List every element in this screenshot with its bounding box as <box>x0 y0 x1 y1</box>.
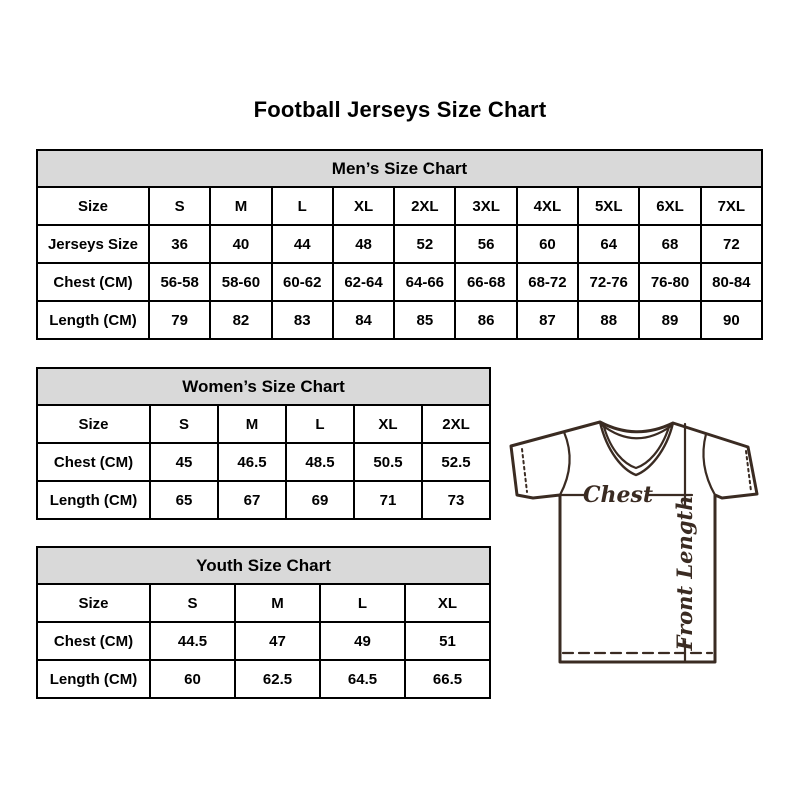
mens-value-cell: 86 <box>455 301 516 339</box>
youth-value-cell: 62.5 <box>235 660 320 698</box>
womens-value-cell: 48.5 <box>286 443 354 481</box>
mens-value-cell: 58-60 <box>210 263 271 301</box>
table-row <box>37 187 762 225</box>
womens-row-label: Chest (CM) <box>37 443 150 481</box>
mens-value-cell: 66-68 <box>455 263 516 301</box>
mens-value-cell: 40 <box>210 225 271 263</box>
mens-size-table <box>36 149 763 340</box>
womens-value-cell: 46.5 <box>218 443 286 481</box>
womens-value-cell: L <box>286 405 354 443</box>
mens-row-label: Jerseys Size <box>37 225 149 263</box>
youth-row-label: Size <box>37 584 150 622</box>
youth-value-cell: 51 <box>405 622 490 660</box>
womens-value-cell: M <box>218 405 286 443</box>
table-row <box>37 481 490 519</box>
mens-value-cell: XL <box>333 187 394 225</box>
mens-value-cell: 80-84 <box>701 263 762 301</box>
womens-value-cell: 50.5 <box>354 443 422 481</box>
jersey-outline-icon <box>511 422 757 662</box>
mens-value-cell: 52 <box>394 225 455 263</box>
table-row <box>37 225 762 263</box>
womens-value-cell: 65 <box>150 481 218 519</box>
youth-row-label: Chest (CM) <box>37 622 150 660</box>
youth-value-cell: 47 <box>235 622 320 660</box>
mens-value-cell: 7XL <box>701 187 762 225</box>
mens-value-cell: 36 <box>149 225 210 263</box>
mens-value-cell: 76-80 <box>639 263 700 301</box>
youth-value-cell: 64.5 <box>320 660 405 698</box>
mens-value-cell: 60-62 <box>272 263 333 301</box>
womens-value-cell: 69 <box>286 481 354 519</box>
mens-value-cell: 87 <box>517 301 578 339</box>
mens-value-cell: 60 <box>517 225 578 263</box>
womens-value-cell: 71 <box>354 481 422 519</box>
mens-value-cell: 72 <box>701 225 762 263</box>
mens-value-cell: L <box>272 187 333 225</box>
mens-value-cell: 82 <box>210 301 271 339</box>
mens-value-cell: S <box>149 187 210 225</box>
youth-value-cell: 44.5 <box>150 622 235 660</box>
youth-row-label: Length (CM) <box>37 660 150 698</box>
mens-row-label: Size <box>37 187 149 225</box>
right-sleeve-seam-icon <box>703 434 715 495</box>
youth-value-cell: M <box>235 584 320 622</box>
mens-value-cell: 68 <box>639 225 700 263</box>
womens-value-cell: 67 <box>218 481 286 519</box>
mens-value-cell: 56 <box>455 225 516 263</box>
mens-value-cell: 84 <box>333 301 394 339</box>
front-length-label: Front Length <box>672 495 697 651</box>
mens-value-cell: 56-58 <box>149 263 210 301</box>
table-row <box>37 660 490 698</box>
mens-value-cell: 6XL <box>639 187 700 225</box>
womens-value-cell: 2XL <box>422 405 490 443</box>
mens-value-cell: 64-66 <box>394 263 455 301</box>
youth-value-cell: XL <box>405 584 490 622</box>
youth-section-row <box>37 547 490 584</box>
womens-size-table <box>36 367 491 520</box>
chest-label: Chest <box>582 482 654 508</box>
youth-value-cell: L <box>320 584 405 622</box>
womens-section-header: Women’s Size Chart <box>37 368 490 405</box>
table-row <box>37 301 762 339</box>
mens-section-row <box>37 150 762 187</box>
mens-value-cell: 3XL <box>455 187 516 225</box>
mens-value-cell: 48 <box>333 225 394 263</box>
mens-value-cell: 62-64 <box>333 263 394 301</box>
youth-size-table <box>36 546 491 699</box>
page-title: Football Jerseys Size Chart <box>253 97 547 122</box>
womens-value-cell: S <box>150 405 218 443</box>
womens-row-label: Size <box>37 405 150 443</box>
jersey-measurement-diagram <box>500 413 778 673</box>
mens-row-label: Length (CM) <box>37 301 149 339</box>
mens-value-cell: 2XL <box>394 187 455 225</box>
mens-value-cell: 89 <box>639 301 700 339</box>
mens-value-cell: 64 <box>578 225 639 263</box>
left-sleeve-seam-icon <box>560 432 570 495</box>
table-row <box>37 405 490 443</box>
table-row <box>37 443 490 481</box>
mens-value-cell: 83 <box>272 301 333 339</box>
mens-value-cell: 72-76 <box>578 263 639 301</box>
womens-value-cell: 73 <box>422 481 490 519</box>
mens-section-header: Men’s Size Chart <box>37 150 762 187</box>
mens-row-label: Chest (CM) <box>37 263 149 301</box>
mens-value-cell: 4XL <box>517 187 578 225</box>
womens-row-label: Length (CM) <box>37 481 150 519</box>
womens-value-cell: XL <box>354 405 422 443</box>
youth-value-cell: 49 <box>320 622 405 660</box>
mens-value-cell: 5XL <box>578 187 639 225</box>
table-row <box>37 622 490 660</box>
mens-value-cell: 88 <box>578 301 639 339</box>
left-cuff-stitch-icon <box>522 449 527 492</box>
youth-value-cell: 66.5 <box>405 660 490 698</box>
table-row <box>37 584 490 622</box>
womens-section-row <box>37 368 490 405</box>
mens-value-cell: M <box>210 187 271 225</box>
mens-value-cell: 85 <box>394 301 455 339</box>
mens-value-cell: 68-72 <box>517 263 578 301</box>
youth-value-cell: 60 <box>150 660 235 698</box>
mens-value-cell: 79 <box>149 301 210 339</box>
youth-section-header: Youth Size Chart <box>37 547 490 584</box>
womens-value-cell: 45 <box>150 443 218 481</box>
womens-value-cell: 52.5 <box>422 443 490 481</box>
youth-value-cell: S <box>150 584 235 622</box>
mens-value-cell: 44 <box>272 225 333 263</box>
table-row <box>37 263 762 301</box>
mens-value-cell: 90 <box>701 301 762 339</box>
